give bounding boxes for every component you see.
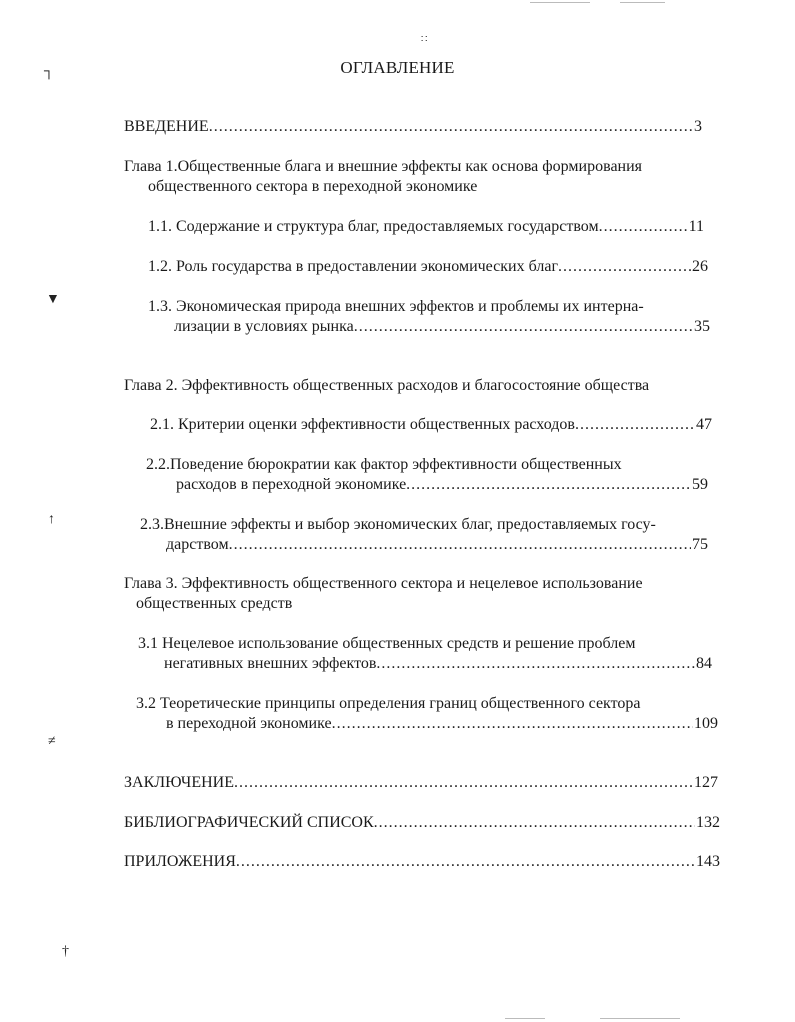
toc-entry-1-3-cont xyxy=(174,317,710,337)
toc-entry-2-1 xyxy=(150,415,712,435)
toc-entry-appendices xyxy=(124,852,720,872)
dot-leader xyxy=(575,415,695,435)
scan-smudge: ┐ xyxy=(44,64,54,79)
toc-entry-label: 1.1. Содержание и структура благ, предоставляемых государством xyxy=(148,218,599,235)
toc-page-number: 143 xyxy=(696,853,720,870)
dot-leader xyxy=(374,813,695,833)
dot-leader xyxy=(599,217,688,237)
toc-entry-label: негативных внешних эффектов xyxy=(164,655,377,672)
toc-entry-1-2 xyxy=(148,257,708,277)
chapter-3-heading-cont: общественных средств xyxy=(136,595,293,612)
dot-leader xyxy=(236,852,695,872)
toc-entry-label: 1.2. Роль государства в предоставлении экономических благ xyxy=(148,258,558,275)
toc-entry-introduction xyxy=(124,117,702,137)
toc-entry-label: расходов в переходной экономике xyxy=(176,476,407,493)
dot-leader xyxy=(376,654,695,674)
scan-edge-line xyxy=(505,1018,545,1019)
toc-entry-conclusion xyxy=(124,773,718,793)
toc-page-number: 109 xyxy=(694,715,718,732)
chapter-1-heading-cont: общественного сектора в переходной экономике xyxy=(148,178,478,195)
scan-edge-line xyxy=(620,2,665,3)
chapter-2-heading: Глава 2. Эффективность общественных расходов и благосостояние общества xyxy=(124,377,650,394)
toc-entry-3-2-cont xyxy=(166,714,718,734)
scan-smudge: ↑ xyxy=(48,512,55,527)
chapter-3-heading: Глава 3. Эффективность общественного сектора и нецелевое использование xyxy=(124,575,643,592)
toc-page-number: 127 xyxy=(694,774,718,791)
dot-leader xyxy=(209,117,693,137)
toc-entry-2-2: 2.2.Поведение бюрократии как фактор эффективности общественных xyxy=(146,456,622,473)
scan-smudge: ∷ xyxy=(421,34,428,45)
dot-leader xyxy=(558,257,691,277)
scan-edge-line xyxy=(530,2,590,3)
toc-page-number: 59 xyxy=(692,476,708,493)
dot-leader xyxy=(406,475,691,495)
toc-entry-3-1: 3.1 Нецелевое использование общественных средств и решение проблем xyxy=(138,635,636,652)
scan-smudge: ▼ xyxy=(46,292,60,307)
toc-page-number: 75 xyxy=(692,536,708,553)
toc-page-number: 132 xyxy=(696,814,720,831)
toc-entry-2-2-cont xyxy=(176,475,708,495)
toc-page-number: 35 xyxy=(694,318,710,335)
toc-entry-label: лизации в условиях рынка xyxy=(174,318,354,335)
toc-page-number: 11 xyxy=(688,218,704,235)
toc-entry-1-1 xyxy=(148,217,704,237)
toc-entry-2-3: 2.3.Внешние эффекты и выбор экономических благ, предоставляемых госу- xyxy=(140,516,656,533)
toc-title: ОГЛАВЛЕНИЕ xyxy=(340,58,455,77)
toc-entry-label: ВВЕДЕНИЕ xyxy=(124,118,209,135)
toc-page-number: 26 xyxy=(692,258,708,275)
toc-page-number: 84 xyxy=(696,655,712,672)
dot-leader xyxy=(229,535,691,555)
toc-entry-label: 2.1. Критерии оценки эффективности общественных расходов xyxy=(150,416,575,433)
toc-page-number: 47 xyxy=(696,416,712,433)
chapter-1-heading: Глава 1.Общественные блага и внешние эффекты как основа формирования xyxy=(124,158,643,175)
toc-entry-2-3-cont xyxy=(166,535,708,555)
toc-entry-label: дарством xyxy=(166,536,229,553)
toc-entry-3-1-cont xyxy=(164,654,712,674)
toc-entry-1-3: 1.3. Экономическая природа внешних эффектов и проблемы их интерна- xyxy=(148,298,644,315)
scan-smudge: ≠ xyxy=(48,734,56,749)
scan-edge-line xyxy=(600,1018,680,1019)
toc-entry-3-2: 3.2 Теоретические принципы определения границ общественного сектора xyxy=(136,695,641,712)
toc-entry-bibliography xyxy=(124,813,720,833)
dot-leader xyxy=(234,773,693,793)
toc-entry-label: в переходной экономике xyxy=(166,715,332,732)
toc-page-number: 3 xyxy=(694,118,702,135)
toc-entry-label: БИБЛИОГРАФИЧЕСКИЙ СПИСОК xyxy=(124,814,374,831)
dot-leader xyxy=(332,714,693,734)
toc-entry-label: ПРИЛОЖЕНИЯ xyxy=(124,853,236,870)
toc-entry-label: ЗАКЛЮЧЕНИЕ xyxy=(124,774,234,791)
dot-leader xyxy=(354,317,693,337)
scan-smudge: † xyxy=(62,944,69,959)
